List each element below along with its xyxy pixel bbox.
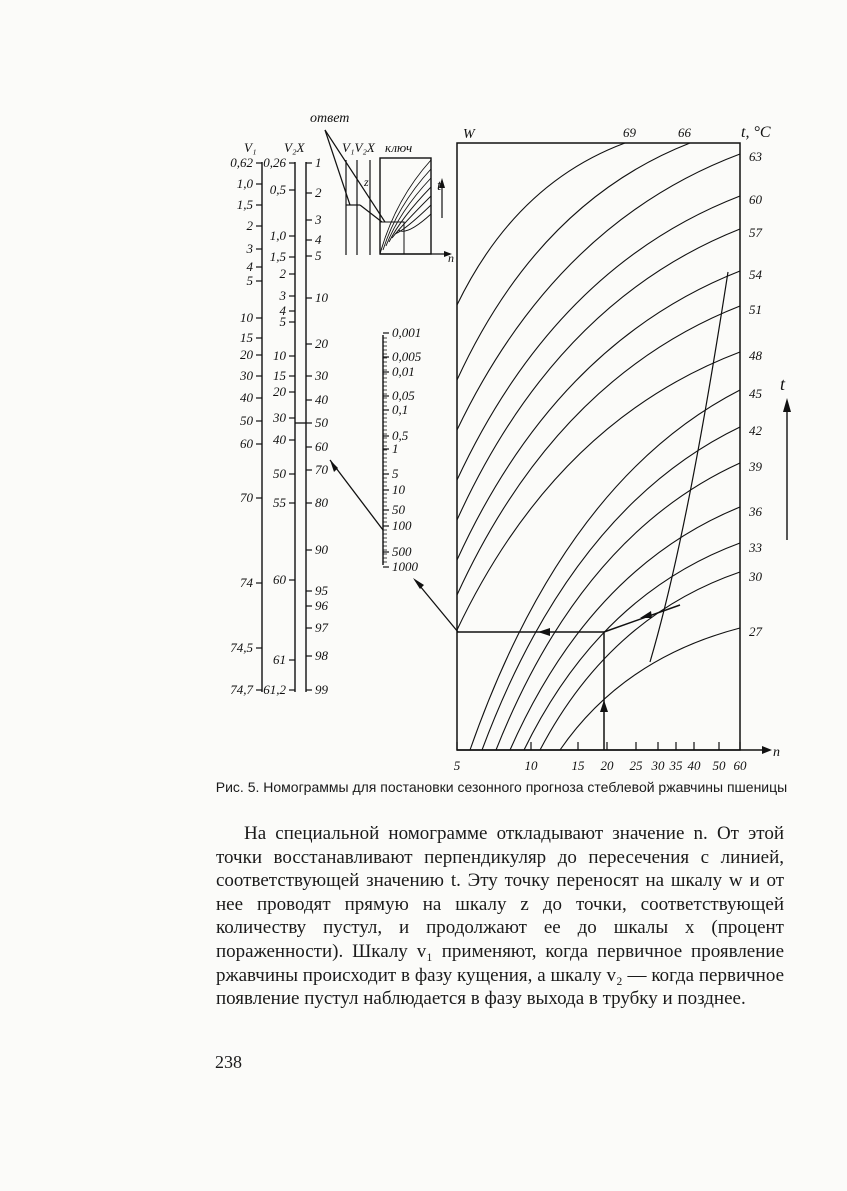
isoline-label-69: 69 bbox=[623, 125, 636, 140]
arrow-left bbox=[538, 628, 550, 636]
v1-tick-label: 4 bbox=[246, 259, 253, 274]
v1-tick-label: 74 bbox=[240, 575, 253, 590]
z-tick-label: 0,001 bbox=[392, 325, 422, 340]
z-scale-ticks bbox=[383, 325, 422, 574]
x-tick-label: 3 bbox=[315, 212, 322, 227]
v1-tick-label: 10 bbox=[240, 310, 253, 325]
page-number: 238 bbox=[215, 1052, 242, 1072]
v2-scale-ticks bbox=[263, 155, 295, 697]
t-isolines bbox=[457, 143, 740, 750]
v2-tick-label: 61 bbox=[273, 652, 286, 667]
key-mini-chart bbox=[380, 158, 452, 257]
z-tick-label: 50 bbox=[392, 502, 405, 517]
z-tick-label: 0,05 bbox=[392, 388, 415, 403]
v1-tick-label: 1,5 bbox=[236, 197, 253, 212]
v2-tick-label: 4 bbox=[279, 303, 286, 318]
main-chart bbox=[454, 143, 772, 773]
v2-tick-label: 0,26 bbox=[263, 155, 286, 170]
n-tick-label: 15 bbox=[571, 758, 585, 773]
t-trend-arrowhead bbox=[783, 398, 791, 412]
x-tick-label: 60 bbox=[315, 439, 328, 454]
v1-tick-label: 30 bbox=[240, 368, 253, 383]
z-tick-label: 0,01 bbox=[392, 364, 415, 379]
key-n-label: n bbox=[448, 251, 454, 265]
v1v2x-header: V₁V₂X bbox=[342, 140, 375, 155]
t-isoline-label: 33 bbox=[749, 540, 762, 555]
isoline bbox=[457, 229, 740, 520]
n-tick-label: 35 bbox=[669, 758, 683, 773]
v1-tick-label: 60 bbox=[240, 436, 253, 451]
body-paragraph bbox=[216, 822, 784, 1011]
v2-tick-label: 1,0 bbox=[269, 228, 286, 243]
key-isoline bbox=[383, 169, 431, 250]
t-isoline-label: 36 bbox=[749, 504, 762, 519]
v1-tick-label: 2 bbox=[246, 218, 253, 233]
v1-tick-label: 15 bbox=[240, 330, 253, 345]
n-tick-label: 30 bbox=[651, 758, 665, 773]
n-axis-label: n bbox=[773, 745, 780, 760]
x-tick-label: 4 bbox=[315, 232, 322, 247]
z-tick-label: 100 bbox=[392, 518, 412, 533]
v2-tick-label: 10 bbox=[273, 348, 286, 363]
v2x-header: V₂X bbox=[284, 140, 305, 155]
v1-tick-label: 20 bbox=[240, 347, 253, 362]
auxiliary-curve bbox=[650, 272, 728, 662]
n-tick-label: 40 bbox=[687, 758, 701, 773]
n-tick-label: 25 bbox=[629, 758, 643, 773]
v1-tick-label: 0,62 bbox=[230, 155, 253, 170]
v1-scale-ticks bbox=[230, 155, 262, 697]
v1-tick-label: 50 bbox=[240, 413, 253, 428]
x-tick-label: 40 bbox=[315, 392, 328, 407]
n-tick-label: 5 bbox=[453, 758, 461, 773]
v2-tick-label: 1,5 bbox=[269, 249, 286, 264]
t-isoline-label: 42 bbox=[749, 423, 762, 438]
x-tick-label: 30 bbox=[315, 368, 328, 383]
v2-tick-label: 0,5 bbox=[269, 182, 286, 197]
key-isoline bbox=[392, 196, 431, 238]
z-tick-label: 0,005 bbox=[392, 349, 422, 364]
v1-tick-label: 5 bbox=[246, 273, 253, 288]
t-isoline-label: 57 bbox=[749, 225, 762, 240]
arrow-head-x bbox=[330, 460, 338, 472]
isoline-label-66: 66 bbox=[678, 125, 691, 140]
x-tick-label: 20 bbox=[315, 336, 328, 351]
isoline bbox=[457, 154, 740, 430]
w-label: W bbox=[463, 127, 475, 142]
n-tick-label: 10 bbox=[524, 758, 538, 773]
v2-tick-label: 5 bbox=[279, 314, 286, 329]
t-isoline-labels bbox=[748, 149, 763, 639]
z-tick-label: 0,5 bbox=[392, 428, 409, 443]
z-tick-label: 1 bbox=[392, 441, 399, 456]
z-tick-label: 10 bbox=[392, 482, 405, 497]
x-tick-label: 5 bbox=[315, 248, 322, 263]
n-tick-label: 20 bbox=[600, 758, 614, 773]
x-tick-label: 50 bbox=[315, 415, 328, 430]
x-tick-label: 70 bbox=[315, 462, 328, 477]
x-tick-label: 95 bbox=[315, 583, 328, 598]
x-tick-label: 90 bbox=[315, 542, 328, 557]
v2-tick-label: 50 bbox=[273, 466, 286, 481]
isoline bbox=[482, 427, 740, 750]
key-t-label: t bbox=[437, 178, 442, 194]
x-tick-label: 98 bbox=[315, 648, 328, 663]
isoline bbox=[560, 628, 740, 750]
v2-tick-label: 15 bbox=[273, 368, 286, 383]
t-isoline-label: 48 bbox=[749, 348, 762, 363]
t-isoline-label: 51 bbox=[749, 302, 762, 317]
t-isoline-label: 60 bbox=[749, 192, 762, 207]
key-isoline bbox=[380, 160, 431, 254]
v1-header: V₁ bbox=[244, 140, 257, 155]
t-isoline-label: 27 bbox=[749, 624, 762, 639]
v1-tick-label: 3 bbox=[246, 241, 253, 256]
v2-tick-label: 55 bbox=[273, 495, 286, 510]
key-label: ключ bbox=[385, 140, 413, 155]
arrow-aux bbox=[640, 611, 652, 618]
t-isoline-label: 30 bbox=[749, 569, 762, 584]
t-isoline-label: 63 bbox=[749, 149, 762, 164]
figure-caption: Рис. 5. Номограммы для постановки сезонного прогноза стеблевой ржавчины пшеницы bbox=[215, 779, 788, 795]
v1-tick-label: 70 bbox=[240, 490, 253, 505]
z-tick-label: 0,1 bbox=[392, 402, 409, 417]
z-tick-label: 5 bbox=[392, 466, 399, 481]
x-tick-label: 97 bbox=[315, 620, 328, 635]
key-isoline bbox=[395, 205, 431, 234]
v2-tick-label: 2 bbox=[279, 266, 286, 281]
x-tick-label: 1 bbox=[315, 155, 322, 170]
x-tick-label: 96 bbox=[315, 598, 328, 613]
v1-tick-label: 74,7 bbox=[230, 682, 253, 697]
key-z-label: z bbox=[364, 175, 369, 189]
v2-tick-label: 20 bbox=[273, 384, 286, 399]
z-tick-label: 1000 bbox=[392, 559, 418, 574]
arrow-head-w bbox=[413, 578, 424, 589]
v2-tick-label: 3 bbox=[279, 288, 286, 303]
v1-tick-label: 40 bbox=[240, 390, 253, 405]
t-trend-label: t bbox=[780, 374, 786, 394]
v2-tick-label: 40 bbox=[273, 432, 286, 447]
x-tick-label: 10 bbox=[315, 290, 328, 305]
v2-tick-label: 30 bbox=[273, 410, 286, 425]
n-tick-label: 60 bbox=[733, 758, 747, 773]
paragraph-text: На специальной номограмме откладывают значение n. От этой точки восстанавливают перпендикуляр до пересечения с линией, соответствующей значению t. Эту точку переносят на шкалу w и от нее проводят прямую на шкалу z до точки, соответствующей количеству пустул, и продолжают ее до шкалы x (процент пораженности). Шкалу v₁ применяют, когда первичное проявление ржавчины происходит в фазу кущения, а шкалу v₂ — когда первичное появление пустул наблюдается в фазу выхода в трубку и позднее. bbox=[216, 823, 784, 1010]
t-axis-label: t, °C bbox=[741, 124, 771, 141]
z-tick-label: 500 bbox=[392, 544, 412, 559]
answer-label: ответ bbox=[310, 111, 350, 126]
x-scale-ticks bbox=[306, 155, 329, 697]
x-tick-label: 99 bbox=[315, 682, 328, 697]
t-isoline-label: 45 bbox=[749, 386, 762, 401]
v2-tick-label: 61,2 bbox=[263, 682, 286, 697]
t-isoline-label: 39 bbox=[749, 459, 762, 474]
key-isoline bbox=[398, 214, 431, 231]
x-tick-label: 80 bbox=[315, 495, 328, 510]
v1-tick-label: 74,5 bbox=[230, 640, 253, 655]
x-tick-label: 2 bbox=[315, 185, 322, 200]
t-isoline-label: 54 bbox=[749, 267, 762, 282]
v2-tick-label: 60 bbox=[273, 572, 286, 587]
n-tick-label: 50 bbox=[712, 758, 726, 773]
v1-tick-label: 1,0 bbox=[236, 176, 253, 191]
